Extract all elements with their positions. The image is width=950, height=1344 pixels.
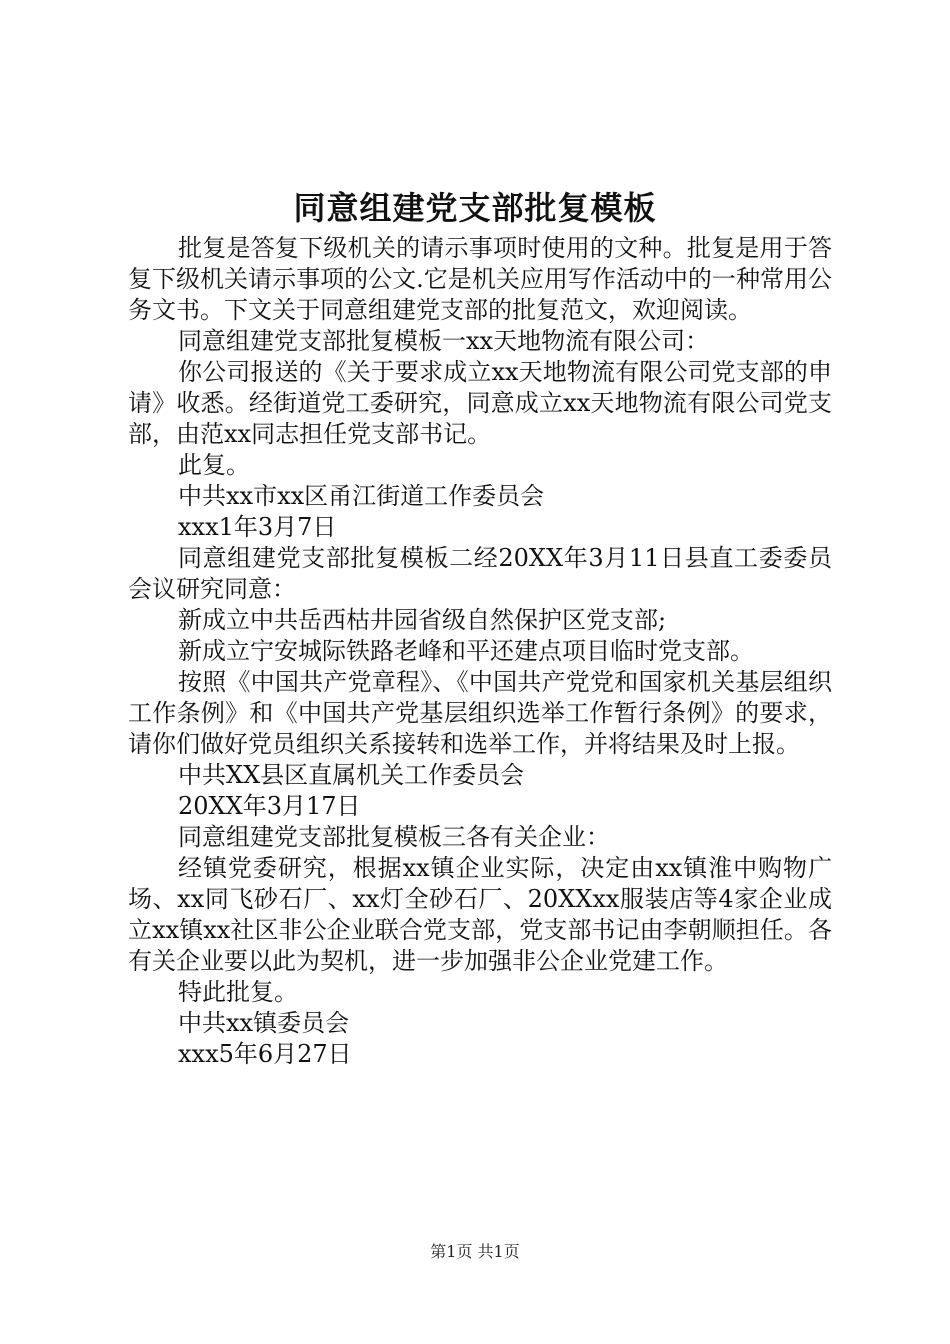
paragraph-template-2-item-1: 新成立中共岳西枯井园省级自然保护区党支部; xyxy=(178,606,667,634)
paragraph-template-3-date: xxx5年6月27日 xyxy=(178,1040,352,1068)
paragraph-template-3-heading: 同意组建党支部批复模板三各有关企业： xyxy=(178,823,610,851)
paragraph-template-2-heading: 同意组建党支部批复模板二经20XX年3月11日县直工委委员会议研究同意： xyxy=(128,544,832,603)
paragraph-template-1-signer: 中共xx市xx区甬江街道工作委员会 xyxy=(178,482,545,510)
paragraph-template-2-item-2: 新成立宁安城际铁路老峰和平还建点项目临时党支部。 xyxy=(178,637,754,665)
paragraph-template-2-date: 20XX年3月17日 xyxy=(178,792,361,820)
paragraph-template-2-signer: 中共XX县区直属机关工作委员会 xyxy=(178,761,525,789)
document-body xyxy=(128,233,832,1070)
paragraph-template-3-signer: 中共xx镇委员会 xyxy=(178,1009,350,1037)
paragraph-template-3-body: 经镇党委研究，根据xx镇企业实际，决定由xx镇淮中购物广场、xx同飞砂石厂、xx灯全砂石厂、20XXxx服装店等4家企业成立xx镇xx社区非公企业联合党支部，党支部书记由李朝顺担任。各有关企业要以此为契机，进一步加强非公企业党建工作。 xyxy=(128,854,832,975)
paragraph-template-1-closing: 此复。 xyxy=(178,451,250,479)
paragraph-template-1-heading: 同意组建党支部批复模板一xx天地物流有限公司： xyxy=(178,327,710,355)
paragraph-intro: 批复是答复下级机关的请示事项时使用的文种。批复是用于答复下级机关请示事项的公文.它是机关应用写作活动中的一种常用公务文书。下文关于同意组建党支部的批复范文，欢迎阅读。 xyxy=(128,234,832,324)
document-title: 同意组建党支部批复模板 xyxy=(293,189,657,227)
paragraph-template-2-body: 按照《中国共产党章程》、《中国共产党党和国家机关基层组织工作条例》和《中国共产党基层组织选举工作暂行条例》的要求，请你们做好党员组织关系接转和选举工作，并将结果及时上报。 xyxy=(128,668,832,758)
paragraph-template-1-date: xxx1年3月7日 xyxy=(178,513,337,541)
paragraph-template-1-body: 你公司报送的《关于要求成立xx天地物流有限公司党支部的申请》收悉。经街道党工委研究，同意成立xx天地物流有限公司党支部，由范xx同志担任党支部书记。 xyxy=(128,358,832,448)
paragraph-template-3-closing: 特此批复。 xyxy=(178,978,298,1006)
page-number-footer: 第1页 共1页 xyxy=(430,1242,520,1261)
